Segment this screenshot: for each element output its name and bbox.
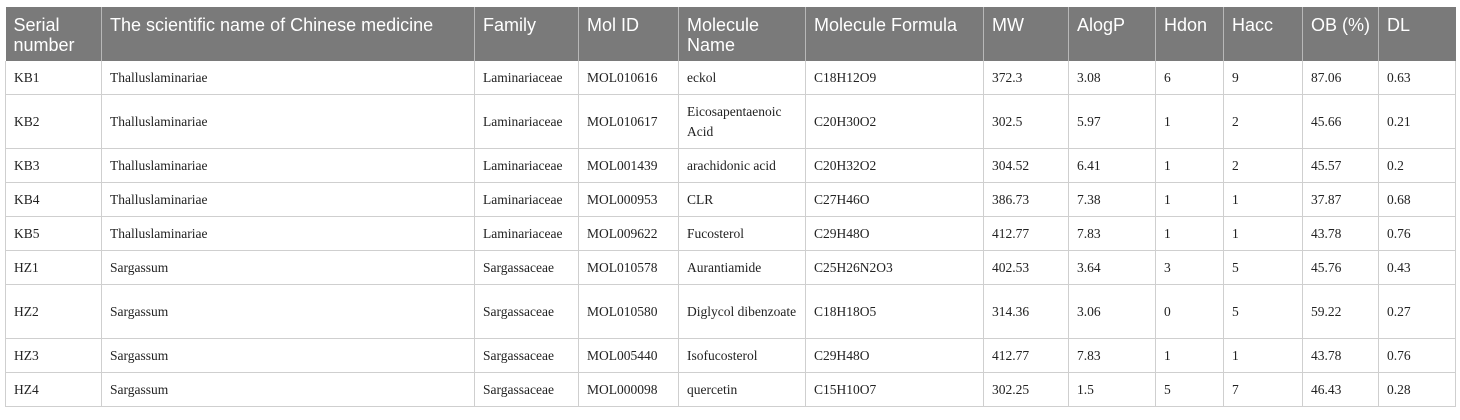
cell-mw: 304.52 (984, 149, 1069, 183)
header-hacc: Hacc (1224, 7, 1303, 61)
cell-hacc: 1 (1224, 339, 1303, 373)
cell-hacc: 2 (1224, 95, 1303, 149)
cell-family: Sargassaceae (475, 251, 579, 285)
cell-mol-id: MOL009622 (579, 217, 679, 251)
cell-molecule-formula: C27H46O (806, 183, 984, 217)
cell-alogp: 3.06 (1069, 285, 1156, 339)
cell-dl: 0.76 (1379, 339, 1456, 373)
cell-ob: 43.78 (1303, 217, 1379, 251)
cell-alogp: 5.97 (1069, 95, 1156, 149)
cell-family: Laminariaceae (475, 149, 579, 183)
cell-mw: 302.25 (984, 373, 1069, 407)
header-molecule-formula: Molecule Formula (806, 7, 984, 61)
cell-molecule-name: Eicosapentaenoic Acid (679, 95, 806, 149)
header-ob: OB (%) (1303, 7, 1379, 61)
header-hdon: Hdon (1156, 7, 1224, 61)
cell-serial-number: KB4 (6, 183, 102, 217)
cell-molecule-formula: C15H10O7 (806, 373, 984, 407)
compound-table-container (5, 7, 1455, 407)
cell-mol-id: MOL000953 (579, 183, 679, 217)
cell-family: Sargassaceae (475, 285, 579, 339)
cell-scientific-name: Sargassum (102, 339, 475, 373)
cell-molecule-formula: C20H30O2 (806, 95, 984, 149)
cell-mw: 402.53 (984, 251, 1069, 285)
cell-molecule-name: Isofucosterol (679, 339, 806, 373)
cell-hacc: 1 (1224, 183, 1303, 217)
cell-hdon: 5 (1156, 373, 1224, 407)
cell-mol-id: MOL000098 (579, 373, 679, 407)
cell-alogp: 6.41 (1069, 149, 1156, 183)
cell-molecule-name: arachidonic acid (679, 149, 806, 183)
cell-scientific-name: Sargassum (102, 251, 475, 285)
cell-scientific-name: Thalluslaminariae (102, 61, 475, 95)
cell-family: Laminariaceae (475, 61, 579, 95)
cell-scientific-name: Sargassum (102, 285, 475, 339)
cell-serial-number: HZ3 (6, 339, 102, 373)
cell-dl: 0.68 (1379, 183, 1456, 217)
cell-family: Laminariaceae (475, 183, 579, 217)
cell-hdon: 1 (1156, 339, 1224, 373)
cell-hacc: 5 (1224, 251, 1303, 285)
cell-alogp: 7.83 (1069, 217, 1156, 251)
cell-alogp: 7.38 (1069, 183, 1156, 217)
cell-dl: 0.2 (1379, 149, 1456, 183)
cell-molecule-name: Diglycol dibenzoate (679, 285, 806, 339)
cell-serial-number: HZ4 (6, 373, 102, 407)
cell-molecule-name: CLR (679, 183, 806, 217)
table-row (6, 217, 1456, 251)
cell-alogp: 7.83 (1069, 339, 1156, 373)
cell-family: Laminariaceae (475, 95, 579, 149)
cell-alogp: 1.5 (1069, 373, 1156, 407)
cell-hdon: 1 (1156, 217, 1224, 251)
header-molecule-name: Molecule Name (679, 7, 806, 61)
cell-hacc: 1 (1224, 217, 1303, 251)
cell-molecule-formula: C18H12O9 (806, 61, 984, 95)
cell-serial-number: KB3 (6, 149, 102, 183)
cell-scientific-name: Thalluslaminariae (102, 149, 475, 183)
cell-mol-id: MOL010617 (579, 95, 679, 149)
cell-family: Sargassaceae (475, 339, 579, 373)
header-mol-id: Mol ID (579, 7, 679, 61)
cell-molecule-formula: C25H26N2O3 (806, 251, 984, 285)
cell-molecule-formula: C29H48O (806, 217, 984, 251)
cell-scientific-name: Thalluslaminariae (102, 183, 475, 217)
cell-hdon: 1 (1156, 95, 1224, 149)
cell-ob: 37.87 (1303, 183, 1379, 217)
cell-hacc: 5 (1224, 285, 1303, 339)
cell-scientific-name: Sargassum (102, 373, 475, 407)
cell-dl: 0.27 (1379, 285, 1456, 339)
cell-hdon: 1 (1156, 149, 1224, 183)
compound-table (5, 7, 1456, 407)
cell-dl: 0.43 (1379, 251, 1456, 285)
cell-ob: 45.76 (1303, 251, 1379, 285)
cell-mol-id: MOL010578 (579, 251, 679, 285)
cell-family: Sargassaceae (475, 373, 579, 407)
cell-mw: 412.77 (984, 339, 1069, 373)
cell-ob: 45.66 (1303, 95, 1379, 149)
table-row (6, 285, 1456, 339)
cell-mol-id: MOL010616 (579, 61, 679, 95)
header-dl: DL (1379, 7, 1456, 61)
cell-serial-number: KB5 (6, 217, 102, 251)
cell-hacc: 9 (1224, 61, 1303, 95)
header-mw: MW (984, 7, 1069, 61)
cell-ob: 87.06 (1303, 61, 1379, 95)
cell-hdon: 1 (1156, 183, 1224, 217)
cell-mw: 372.3 (984, 61, 1069, 95)
table-row (6, 95, 1456, 149)
cell-mw: 386.73 (984, 183, 1069, 217)
cell-hdon: 0 (1156, 285, 1224, 339)
cell-scientific-name: Thalluslaminariae (102, 95, 475, 149)
cell-family: Laminariaceae (475, 217, 579, 251)
cell-molecule-formula: C18H18O5 (806, 285, 984, 339)
cell-mw: 412.77 (984, 217, 1069, 251)
cell-dl: 0.28 (1379, 373, 1456, 407)
table-row (6, 61, 1456, 95)
cell-mol-id: MOL005440 (579, 339, 679, 373)
cell-dl: 0.76 (1379, 217, 1456, 251)
cell-hacc: 2 (1224, 149, 1303, 183)
header-family: Family (475, 7, 579, 61)
table-row (6, 149, 1456, 183)
cell-serial-number: KB2 (6, 95, 102, 149)
cell-alogp: 3.08 (1069, 61, 1156, 95)
cell-molecule-name: eckol (679, 61, 806, 95)
header-alogp: AlogP (1069, 7, 1156, 61)
cell-alogp: 3.64 (1069, 251, 1156, 285)
cell-ob: 45.57 (1303, 149, 1379, 183)
cell-hacc: 7 (1224, 373, 1303, 407)
cell-ob: 43.78 (1303, 339, 1379, 373)
cell-mol-id: MOL010580 (579, 285, 679, 339)
table-row (6, 183, 1456, 217)
table-row (6, 339, 1456, 373)
cell-ob: 46.43 (1303, 373, 1379, 407)
cell-serial-number: HZ2 (6, 285, 102, 339)
cell-hdon: 3 (1156, 251, 1224, 285)
cell-molecule-formula: C20H32O2 (806, 149, 984, 183)
header-serial-number: Serial number (6, 7, 102, 61)
cell-hdon: 6 (1156, 61, 1224, 95)
cell-mw: 314.36 (984, 285, 1069, 339)
cell-serial-number: HZ1 (6, 251, 102, 285)
cell-molecule-name: quercetin (679, 373, 806, 407)
cell-scientific-name: Thalluslaminariae (102, 217, 475, 251)
header-row (6, 7, 1456, 61)
table-row (6, 373, 1456, 407)
cell-dl: 0.63 (1379, 61, 1456, 95)
cell-ob: 59.22 (1303, 285, 1379, 339)
cell-serial-number: KB1 (6, 61, 102, 95)
header-scientific-name: The scientific name of Chinese medicine (102, 7, 475, 61)
cell-mw: 302.5 (984, 95, 1069, 149)
cell-molecule-name: Aurantiamide (679, 251, 806, 285)
cell-dl: 0.21 (1379, 95, 1456, 149)
cell-molecule-formula: C29H48O (806, 339, 984, 373)
table-row (6, 251, 1456, 285)
cell-molecule-name: Fucosterol (679, 217, 806, 251)
cell-mol-id: MOL001439 (579, 149, 679, 183)
